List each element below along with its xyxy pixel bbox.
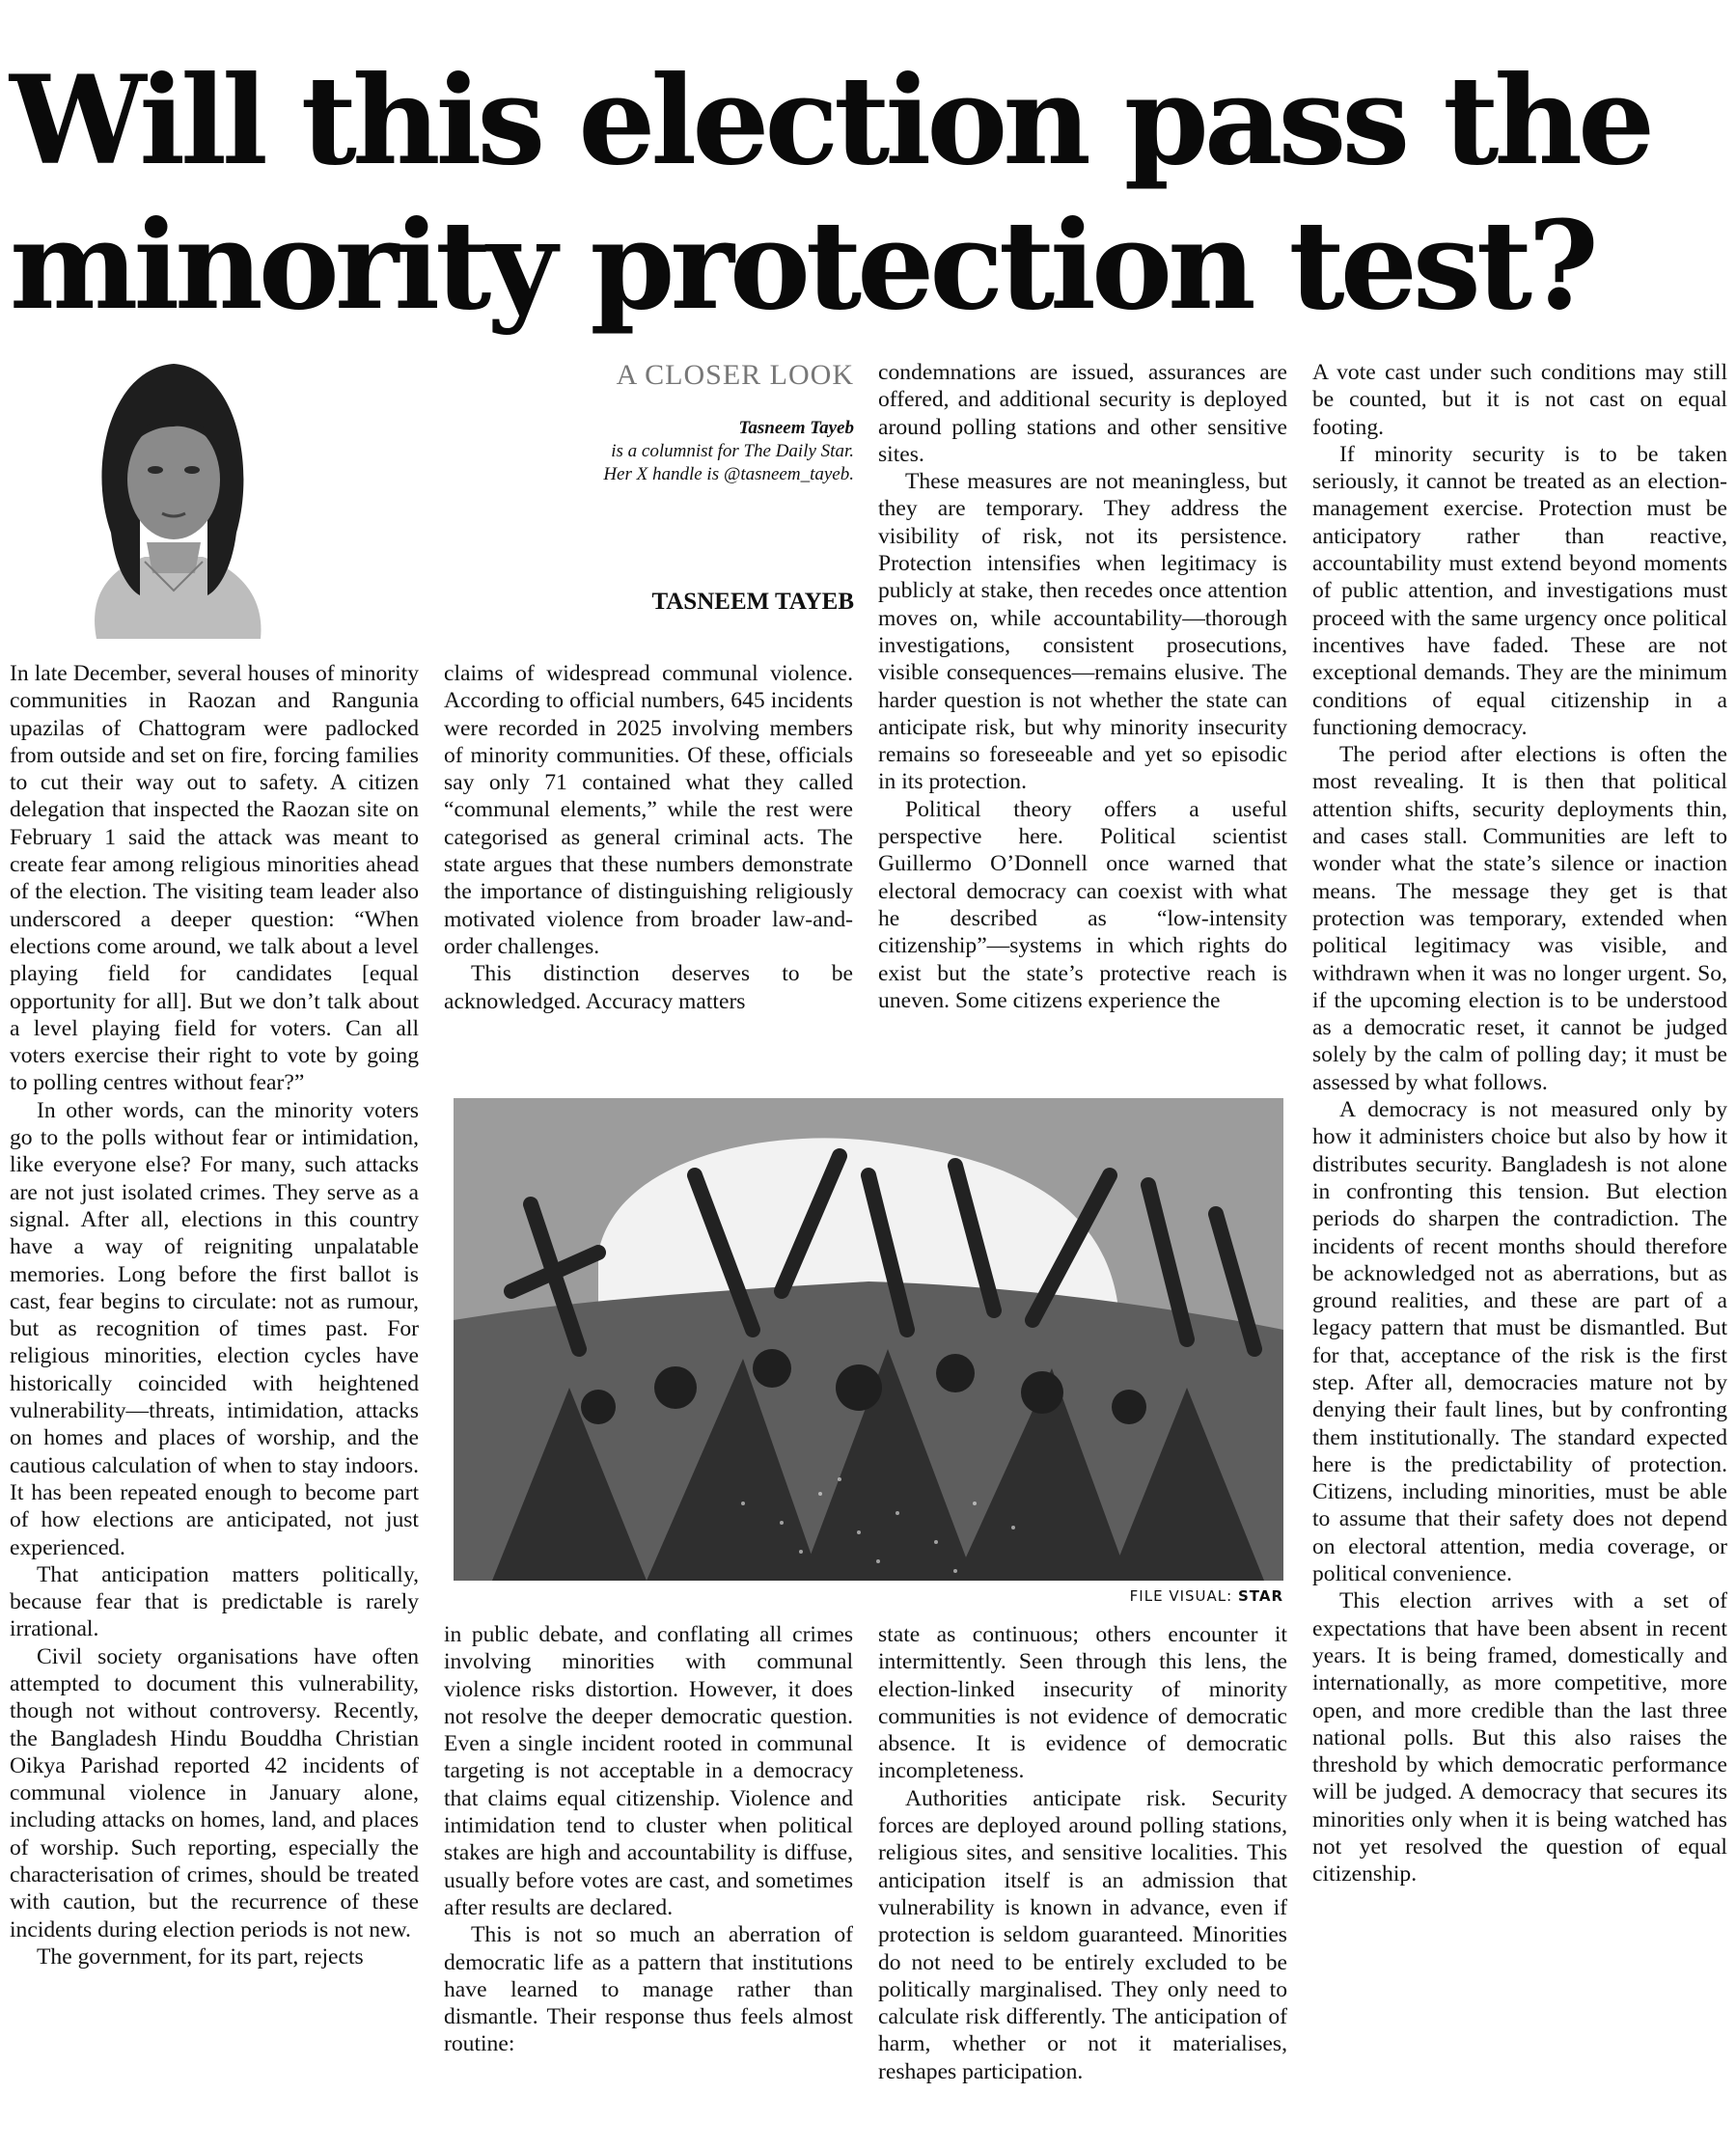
paragraph: A vote cast under such conditions may still be counted, but it is not cast on equal footing. [1312,360,1727,440]
column-3-bottom [878,1621,1287,2142]
paragraph: If minority security is to be taken seriously, it cannot be treated as an election-management exercise. Protection must be anticipatory rather than reactive, accountability must extend beyond moments of public attention, and investigations must proceed with the same urgency once political incentives have faded. These are not exceptional demands. They are the minimum conditions of equal citizenship in a functioning democracy. [1312,441,1727,740]
paragraph: The government, for its part, rejects [37,1943,364,1970]
byline: TASNEEM TAYEB [651,589,854,615]
credit-prefix: FILE VISUAL: [1129,1587,1233,1605]
column-1 [10,660,419,2142]
paragraph: The period after elections is often the most revealing. It is then that political attention shifts, security deployments thin, and cases stall. Communities are left to wonder what the state’s silence or inaction means. The message they get is that protection was temporary, extended when political legitimacy was visible, and withdrawn when it was no longer urgent. So, if the upcoming election is to be understood as a democratic reset, it cannot be judged solely by the calm of polling day; it must be assessed by what follows. [1312,742,1727,1095]
paragraph: In late December, several houses of minority communities in Raozan and Rangunia upazilas of Chattogram were padlocked from outside and set on fire, forcing families to cut their way out to safety. A citizen delegation that inspected the Raozan site on February 1 said the attack was meant to create fear among religious minorities ahead of the election. The visiting team leader also underscored a deeper question: “When elections come around, we talk about a level playing field for candidates [equal opportunity for all]. But we don’t talk about a level playing field for voters. Can all voters exercise their right to vote by going to polling centres without fear?” [10,661,419,1096]
headline-line-1: Will this election pass the [10,49,1651,192]
paragraph: That anticipation matters politically, because fear that is predictable is rarely irrational. [10,1561,419,1642]
paragraph: Political theory offers a useful perspective here. Political scientist Guillermo O’Donnell once warned that electoral democracy can coexist with what he described as “low-intensity citizenship”—systems in which rights do exist but the state’s protective reach is uneven. Some citizens experience the [878,796,1287,1013]
paragraph: claims of widespread communal violence. According to official numbers, 645 incidents were recorded in 2025 involving members of minority communities. Of these, officials say only 71 contained what they called “communal elements,” while the rest were categorised as general criminal acts. The state argues that these numbers demonstrate the importance of distinguishing religiously motivated violence from broader law-and-order challenges. [444,661,853,959]
credit-source: STAR [1237,1587,1283,1605]
paragraph: in public debate, and conflating all crimes involving minorities with communal violence risks distortion. However, it does not resolve the deeper democratic question. Even a single incident rooted in communal targeting is not acceptable in a democracy that claims equal citizenship. Violence and intimidation tend to cluster when political stakes are high and accountability is diffuse, usually before votes are cast, and sometimes after results are declared. [444,1622,853,1920]
column-3-top [878,359,1287,1083]
crowd-illustration [454,1098,1283,1581]
paragraph: This election arrives with a set of expectations that have been absent in recent years. It is being framed, domestically and internationally, as more competitive, more open, and more credible than the last three national polls. But this also raises the threshold by which democratic performance will be judged. A democracy that secures its minorities only when it is being watched has not yet resolved the question of equal citizenship. [1312,1588,1727,1887]
paragraph: In other words, can the minority voters go to the polls without fear or intimidation, like everyone else? For many, such attacks are not just isolated crimes. They serve as a signal. After all, elections in this country have a way of reigniting unpalatable memories. Long before the first ballot is cast, fear begins to circulate: not as rumour, but as recognition of times past. For religious minorities, election cycles have historically coincided with heightened vulnerability—threats, intimidation, attacks on homes and places of worship, and the cautious calculation of when to stay indoors. It has been repeated enough to become part of how elections are anticipated, not just experienced. [10,1097,419,1560]
paragraph: These measures are not meaningless, but they are temporary. They address the visibility of risk, not its persistence. Protection intensifies when legitimacy is publicly at stake, then recedes once attention moves on, while accountability—thorough investigations, consistent prosecutions, visible consequences—remains elusive. The harder question is not whether the state can anticipate risk, but why minority insecurity remains so foreseeable and yet so episodic in its protection. [878,469,1287,795]
paragraph: This distinction deserves to be acknowledged. Accuracy matters [444,961,853,1014]
column-2-top [444,660,853,1081]
author-portrait [29,349,318,639]
paragraph: Civil society organisations have often attempted to document this vulnerability, though not without controversy. Recently, the Bangladesh Hindu Bouddha Christian Oikya Parishad reported 42 incidents of communal violence in January alone, including attacks on homes, land, and places of worship. Such reporting, especially the characterisation of crimes, should be treated with caution, but the recurrence of these incidents during election periods is not new. [10,1643,419,1942]
paragraph: A democracy is not measured only by how it administers choice but also by how it distributes security. Bangladesh is not alone in confronting this tension. But election periods do sharpen the contradiction. The incidents of recent months should therefore be acknowledged not as aberrations, but as ground realities, and these are part of a legacy pattern that must be dismantled. But for that, acceptance of the risk is the first step. After all, democracies mature not by denying their fault lines, but by confronting them institutionally. The standard expected here is the predictability of protection. Citizens, including minorities, must be able to assume that their safety does not depend on electoral attention, media coverage, or political convenience. [1312,1097,1727,1587]
column-2-bottom [444,1621,853,2142]
column-4 [1312,359,1727,2144]
paragraph: This is not so much an aberration of democratic life as a pattern that institutions have learned to manage rather than dismantle. Their response thus feels almost routine: [444,1922,853,2057]
author-bio [521,417,854,486]
headline-line-2: minority protection test? [10,194,1594,337]
paragraph: condemnations are issued, assurances are offered, and additional security is deployed around polling stations and other sensitive sites. [878,360,1287,467]
author-bio-line-1: is a columnist for The Daily Star. [611,441,854,461]
author-bio-name: Tasneem Tayeb [738,418,854,438]
paragraph: Authorities anticipate risk. Security forces are deployed around polling stations, religious sites, and sensitive localities. This anticipation itself is an admission that vulnerability is known in advance, even if protection is seldom guaranteed. Minorities do not need to be entirely excluded to be politically marginalised. They only need to calculate risk differently. The anticipation of harm, whether or not it materialises, reshapes participation. [878,1785,1287,2084]
headline [10,48,1727,338]
illustration-credit [1071,1587,1283,1605]
author-bio-line-2: Her X handle is @tasneem_tayeb. [603,464,854,484]
section-kicker: A CLOSER LOOK [616,359,854,391]
paragraph: state as continuous; others encounter it intermittently. Seen through this lens, the election-linked insecurity of minority communities is not evidence of democratic absence. It is evidence of democratic incompleteness. [878,1622,1287,1784]
